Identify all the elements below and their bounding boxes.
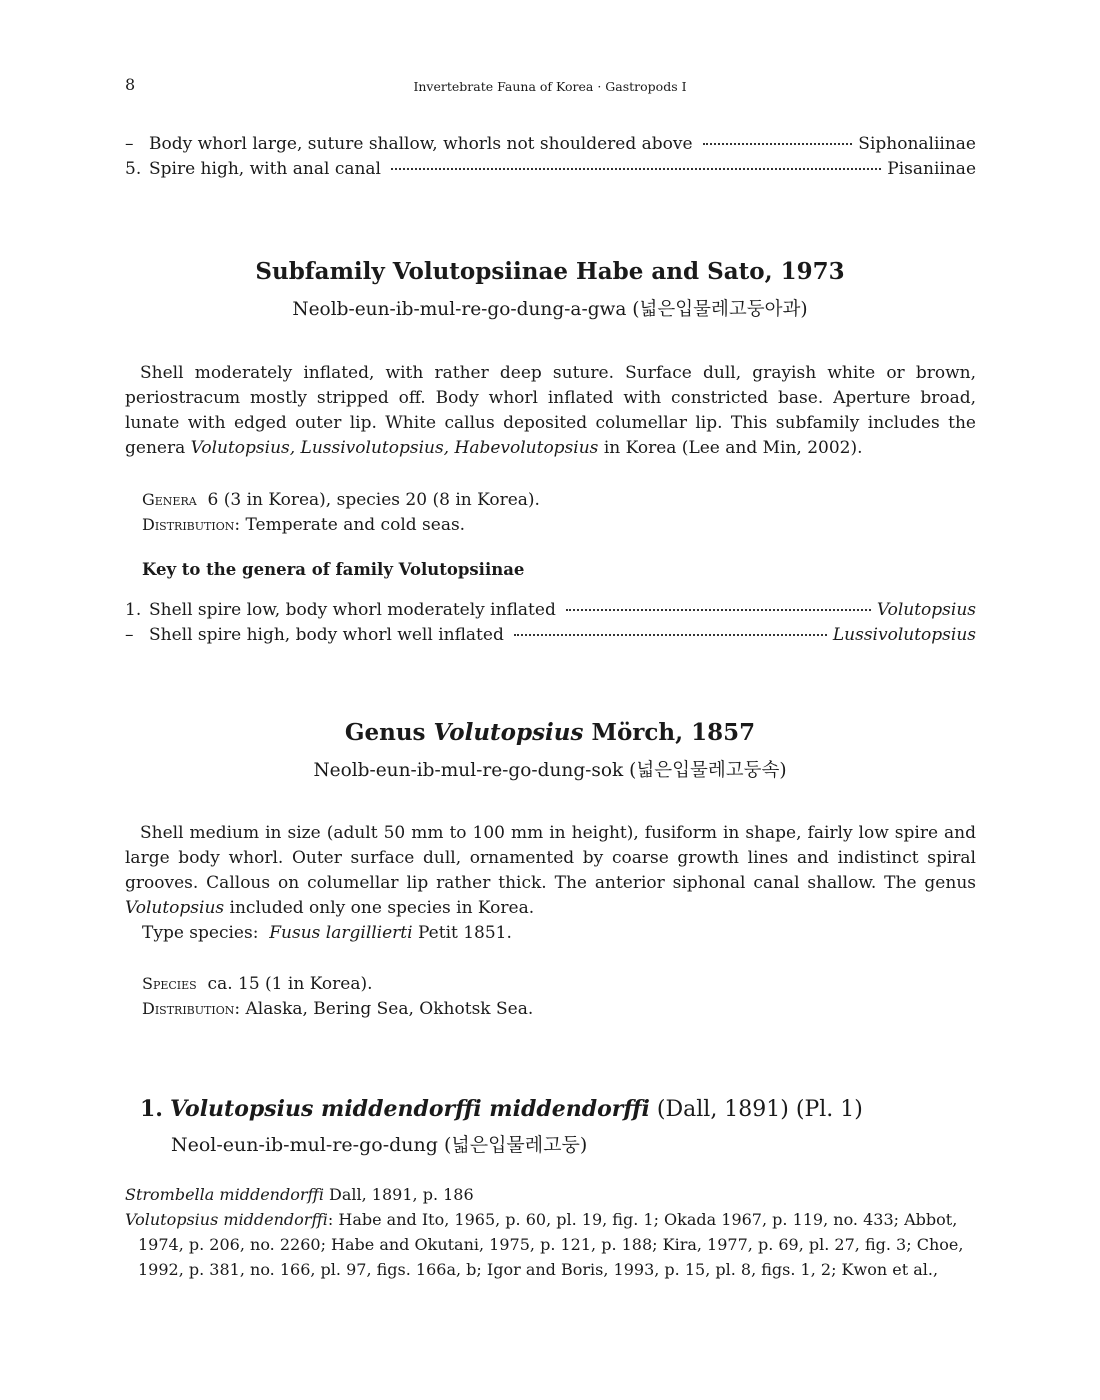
distribution-line — [142, 512, 465, 538]
synonym-reference-continued: 1992, p. 381, no. 166, pl. 97, figs. 166a, b; Igor and Boris, 1993, p. 15, pl. 8, figs. 1, 2; Kwon et al., — [138, 1260, 939, 1279]
species-count-line — [142, 971, 373, 997]
page-number: 8 — [125, 75, 136, 94]
genus-description-tail: included only one species in Korea. — [229, 898, 535, 918]
species-name: Volutopsius middendorffi middendorffi — [169, 1096, 650, 1122]
running-head: Invertebrate Fauna of Korea · Gastropods I — [413, 79, 687, 94]
subfamily-description-tail: in Korea (Lee and Min, 2002). — [603, 438, 863, 458]
key-result: Volutopsius — [876, 600, 976, 620]
key-title: Key to the genera of family Volutopsiinae — [142, 560, 525, 579]
synonym-reference: Dall, 1891, p. 186 — [329, 1185, 474, 1204]
type-species-author: Petit 1851. — [418, 923, 512, 943]
type-species-label: Type species: — [142, 923, 259, 943]
key-text: Body whorl large, suture shallow, whorls not shouldered above — [149, 134, 693, 154]
key-result: Lussivolutopsius — [832, 625, 976, 645]
species-author: (Dall, 1891) (Pl. 1) — [656, 1097, 863, 1122]
species-value: ca. 15 (1 in Korea). — [207, 974, 373, 994]
leader-dots — [703, 143, 853, 145]
synonym-entry — [125, 1183, 976, 1207]
key-line — [125, 133, 976, 155]
key-result: Siphonaliinae — [858, 134, 976, 154]
key-text: Shell spire high, body whorl well inflated — [149, 625, 504, 645]
species-heading — [140, 1096, 863, 1122]
key-line — [125, 158, 976, 180]
species-label: Species — [142, 974, 197, 993]
type-species-name: Fusus largillierti — [269, 923, 413, 943]
leader-dots — [391, 168, 881, 170]
genus-description-name: Volutopsius — [125, 898, 225, 918]
genera-value: 6 (3 in Korea), species 20 (8 in Korea). — [207, 490, 540, 510]
subfamily-title: Subfamily Volutopsiinae Habe and Sato, 1973 — [255, 258, 845, 285]
synonym-name: Volutopsius middendorffi — [125, 1210, 328, 1229]
species-number: 1. — [140, 1096, 163, 1122]
leader-dots — [514, 634, 827, 636]
synonym-reference-continued: 1974, p. 206, no. 2260; Habe and Okutani, 1975, p. 121, p. 188; Kira, 1977, p. 69, pl. 27, fig. 3; Choe, — [138, 1235, 964, 1254]
key-marker: – — [125, 134, 134, 154]
key-marker: – — [125, 625, 134, 645]
genera-count-line — [142, 487, 540, 513]
key-text: Shell spire low, body whorl moderately inflated — [149, 600, 556, 620]
key-result: Pisaniinae — [887, 159, 976, 179]
key-marker: 5. — [125, 159, 142, 179]
key-line — [125, 599, 976, 621]
subfamily-description-text: Shell moderately inflated, with rather deep suture. Surface dull, grayish white or brown, periostracum mostly stripped off. Body whorl inflated with constricted base. Aperture broad, lunate with edged outer lip. White callus deposited columellar lip. This subfamily includes the genera — [125, 363, 976, 458]
genus-description-text: Shell medium in size (adult 50 mm to 100 mm in height), fusiform in shape, fairly low spire and large body whorl. Outer surface dull, ornamented by coarse growth lines and indistinct spiral grooves. Callous on columellar lip rather thick. The anterior siphonal canal shallow. The genus — [125, 823, 976, 893]
synonym-name: Strombella middendorffi — [125, 1185, 324, 1204]
distribution-label: Distribution — [142, 999, 235, 1018]
genus-title-prefix: Genus — [344, 719, 426, 746]
distribution-value: : Alaska, Bering Sea, Okhotsk Sea. — [234, 999, 534, 1019]
synonym-reference: : Habe and Ito, 1965, p. 60, pl. 19, fig. 1; Okada 1967, p. 119, no. 433; Abbot, — [327, 1210, 958, 1229]
type-species-line — [142, 921, 512, 946]
distribution-value: : Temperate and cold seas. — [234, 515, 466, 535]
distribution-line — [142, 996, 533, 1022]
genus-korean-name: Neolb-eun-ib-mul-re-go-dung-sok (넓은입물레고둥속) — [313, 760, 787, 781]
key-marker: 1. — [125, 600, 142, 620]
subfamily-korean-name: Neolb-eun-ib-mul-re-go-dung-a-gwa (넓은입물레고둥아과) — [292, 299, 808, 320]
subfamily-genera-names: Volutopsius, Lussivolutopsius, Habevolutopsius — [190, 438, 599, 458]
leader-dots — [566, 609, 871, 611]
synonym-entry — [125, 1208, 976, 1232]
distribution-label: Distribution — [142, 515, 235, 534]
genus-description — [125, 821, 976, 921]
species-korean-name: Neol-eun-ib-mul-re-go-dung (넓은입물레고둥) — [171, 1134, 588, 1156]
key-line — [125, 624, 976, 646]
genus-title-name: Volutopsius — [433, 719, 584, 746]
key-text: Spire high, with anal canal — [149, 159, 381, 179]
subfamily-description — [125, 361, 976, 461]
genus-title — [0, 719, 1100, 746]
genus-title-suffix: Mörch, 1857 — [591, 719, 756, 746]
genera-label: Genera — [142, 490, 197, 509]
